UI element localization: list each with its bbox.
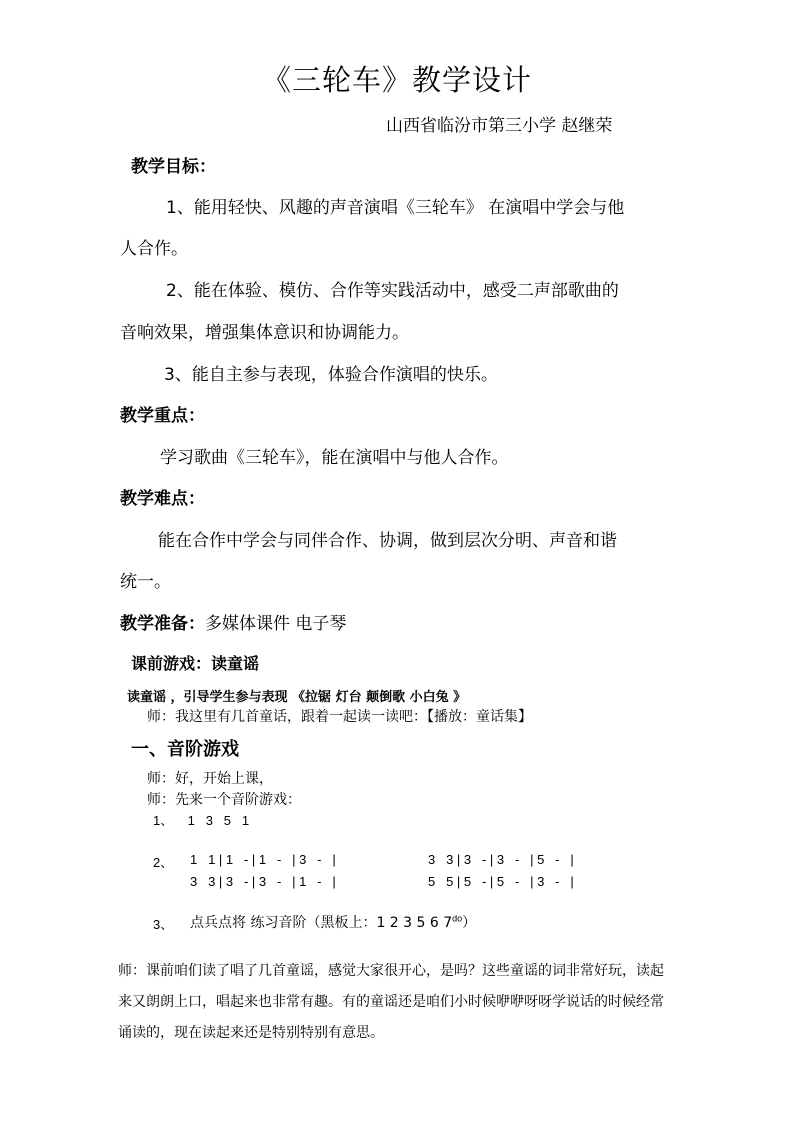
document-title: 《三轮车》教学设计 bbox=[261, 63, 532, 97]
goal-2-line-2: 音响效果，增强集体意识和协调能力。 bbox=[120, 323, 409, 343]
scale-exercise-1: 1、 1 3 5 1 bbox=[153, 813, 250, 828]
key-points-heading: 教学重点： bbox=[120, 406, 205, 426]
preparation-heading: 教学准备： bbox=[120, 614, 205, 634]
closing-paragraph-line-3: 诵读的，现在读起来还是特别特别有意思。 bbox=[118, 1025, 384, 1041]
warmup-heading: 课前游戏：读童谣 bbox=[131, 654, 260, 673]
goal-1-line-1: 1、能用轻快、风趣的声音演唱《三轮车》 在演唱中学会与他 bbox=[166, 198, 625, 218]
teacher-line-1: 师：我这里有几首童话，跟着一起读一读吧：【播放：童话集】 bbox=[147, 709, 532, 725]
goal-1-line-2: 人合作。 bbox=[120, 239, 188, 259]
scale-2a-row-1: 1 1 | 1 - | 1 - | 3 - | bbox=[190, 852, 336, 867]
goal-3: 3、能自主参与表现，体验合作演唱的快乐。 bbox=[164, 365, 498, 385]
item-3-line bbox=[190, 912, 476, 932]
scale-2b-row-1: 3 3 | 3 - | 3 - | 5 - | bbox=[428, 852, 574, 867]
key-points-text: 学习歌曲《三轮车》，能在演唱中与他人合作。 bbox=[160, 448, 509, 468]
item-3-text: 点兵点将 练习音阶（黑板上：1 2 3 5 6 7 bbox=[190, 915, 453, 931]
scale-2a-row-2: 3 3 | 3 - | 3 - | 1 - | bbox=[190, 874, 336, 889]
teacher-line-3: 师：先来一个音阶游戏： bbox=[147, 792, 301, 808]
difficulty-line-1: 能在合作中学会与同伴合作、协调，做到层次分明、声音和谐 bbox=[158, 531, 617, 551]
teacher-line-2: 师：好，开始上课， bbox=[147, 771, 273, 787]
closing-paragraph-line-1 bbox=[118, 960, 664, 980]
scale-exercise-2-label: 2、 bbox=[153, 855, 174, 870]
goals-heading: 教学目标： bbox=[131, 157, 216, 177]
preparation-text: 多媒体课件 电子琴 bbox=[205, 614, 347, 634]
warmup-intro: 读童谣 ，引导学生参与表现 《拉锯 灯台 颠倒歌 小白兔 》 bbox=[127, 690, 467, 705]
preparation-line bbox=[120, 609, 346, 634]
item-3-label: 3、 bbox=[153, 917, 174, 932]
item-3-superscript: do bbox=[452, 913, 463, 924]
goal-2-line-1: 2、能在体验、模仿、合作等实践活动中，感受二声部歌曲的 bbox=[166, 281, 619, 301]
closing-text-1: 师：课前咱们读了唱了几首童谣，感觉大家很开心，是吗？这些童谣的词非常好玩，读起 bbox=[118, 963, 664, 979]
difficulty-line-2: 统一。 bbox=[120, 572, 171, 592]
section-1-heading: 一、音阶游戏 bbox=[131, 739, 239, 760]
difficulty-heading: 教学难点： bbox=[120, 489, 205, 509]
closing-paragraph-line-2: 来又朗朗上口，唱起来也非常有趣。有的童谣还是咱们小时候咿咿呀呀学说话的时候经常 bbox=[118, 994, 664, 1010]
item-3-close-paren: ） bbox=[462, 915, 477, 931]
author-line: 山西省临汾市第三小学 赵继荣 bbox=[386, 116, 613, 136]
scale-2b-row-2: 5 5 | 5 - | 5 - | 3 - | bbox=[428, 874, 574, 889]
